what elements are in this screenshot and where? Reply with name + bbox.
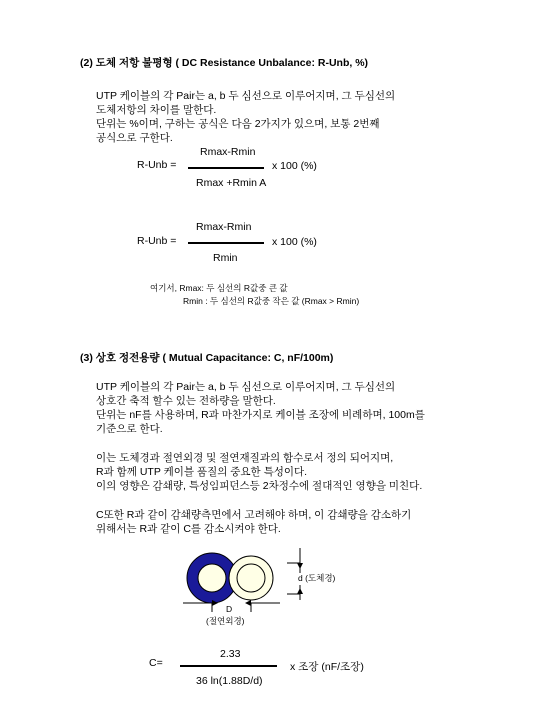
- formula-denominator: Rmax +Rmin A: [196, 177, 267, 189]
- paragraph-line: 기준으로 한다.: [96, 423, 163, 435]
- formula-numerator: Rmax-Rmin: [200, 146, 256, 158]
- paragraph-line: R과 함께 UTP 케이블 품질의 중요한 특성이다.: [96, 466, 308, 478]
- d-arrow-icon: [297, 588, 303, 594]
- paragraph-line: 공식으로 구한다.: [96, 132, 173, 144]
- note-line: Rmin : 두 심선의 R값중 작은 값 (Rmax > Rmin): [183, 296, 360, 306]
- right-conductor: [237, 564, 265, 592]
- paragraph-line: 상호간 축적 할수 있는 전하량을 말한다.: [96, 395, 276, 407]
- section-heading-capacitance: (3) 상호 정전용량 ( Mutual Capacitance: C, nF/100m): [80, 352, 334, 364]
- formula-multiplier: x 100 (%): [272, 236, 317, 248]
- formula-lhs: R-Unb =: [137, 235, 177, 247]
- formula-lhs: R-Unb =: [137, 159, 177, 171]
- D-sub-label: (절연외경): [206, 616, 245, 626]
- paragraph-line: 단위는 %이며, 구하는 공식은 다음 2가지가 있으며, 보통 2번째: [96, 118, 380, 130]
- d-label: d (도체경): [298, 573, 336, 583]
- paragraph-line: 이의 영향은 감쇄량, 특성임피던스등 2차정수에 절대적인 영향을 미친다.: [96, 480, 423, 492]
- paragraph-line: UTP 케이블의 각 Pair는 a, b 두 심선으로 이루어지며, 그 두심선의: [96, 381, 396, 393]
- paragraph-line: 단위는 nF를 사용하며, R과 마찬가지로 케이블 조장에 비례하며, 100m를: [96, 409, 425, 421]
- formula-multiplier: x 100 (%): [272, 160, 317, 172]
- formula-lhs: C=: [149, 657, 163, 669]
- formula-numerator: Rmax-Rmin: [196, 221, 252, 233]
- section-heading-resistance: (2) 도체 저항 불평형 ( DC Resistance Unbalance: R-Unb, %): [80, 57, 369, 69]
- paragraph-line: 도체저항의 차이를 말한다.: [96, 104, 217, 116]
- paragraph-line: UTP 케이블의 각 Pair는 a, b 두 심선으로 이루어지며, 그 두심선의: [96, 90, 396, 102]
- formula-denominator: Rmin: [213, 252, 238, 264]
- fraction-bar: [180, 665, 277, 667]
- paragraph-line: 이는 도체경과 절연외경 및 절연재질과의 함수로서 정의 되어지며,: [96, 452, 394, 464]
- formula-denominator: 36 ln(1.88D/d): [196, 675, 263, 687]
- paragraph-line: 위해서는 R과 같이 C를 감소시켜야 한다.: [96, 523, 281, 535]
- paragraph-line: C또한 R과 같이 감쇄량측면에서 고려해야 하며, 이 감쇄량을 감소하기: [96, 509, 412, 521]
- note-line: 여기서, Rmax: 두 심선의 R값중 큰 값: [150, 283, 288, 293]
- D-label: D: [226, 604, 233, 614]
- left-conductor: [198, 564, 226, 592]
- D-arrow-icon: [245, 600, 251, 606]
- formula-numerator: 2.33: [220, 648, 241, 660]
- d-arrow-icon: [297, 563, 303, 569]
- formula-multiplier: x 조장 (nF/조장): [290, 661, 364, 673]
